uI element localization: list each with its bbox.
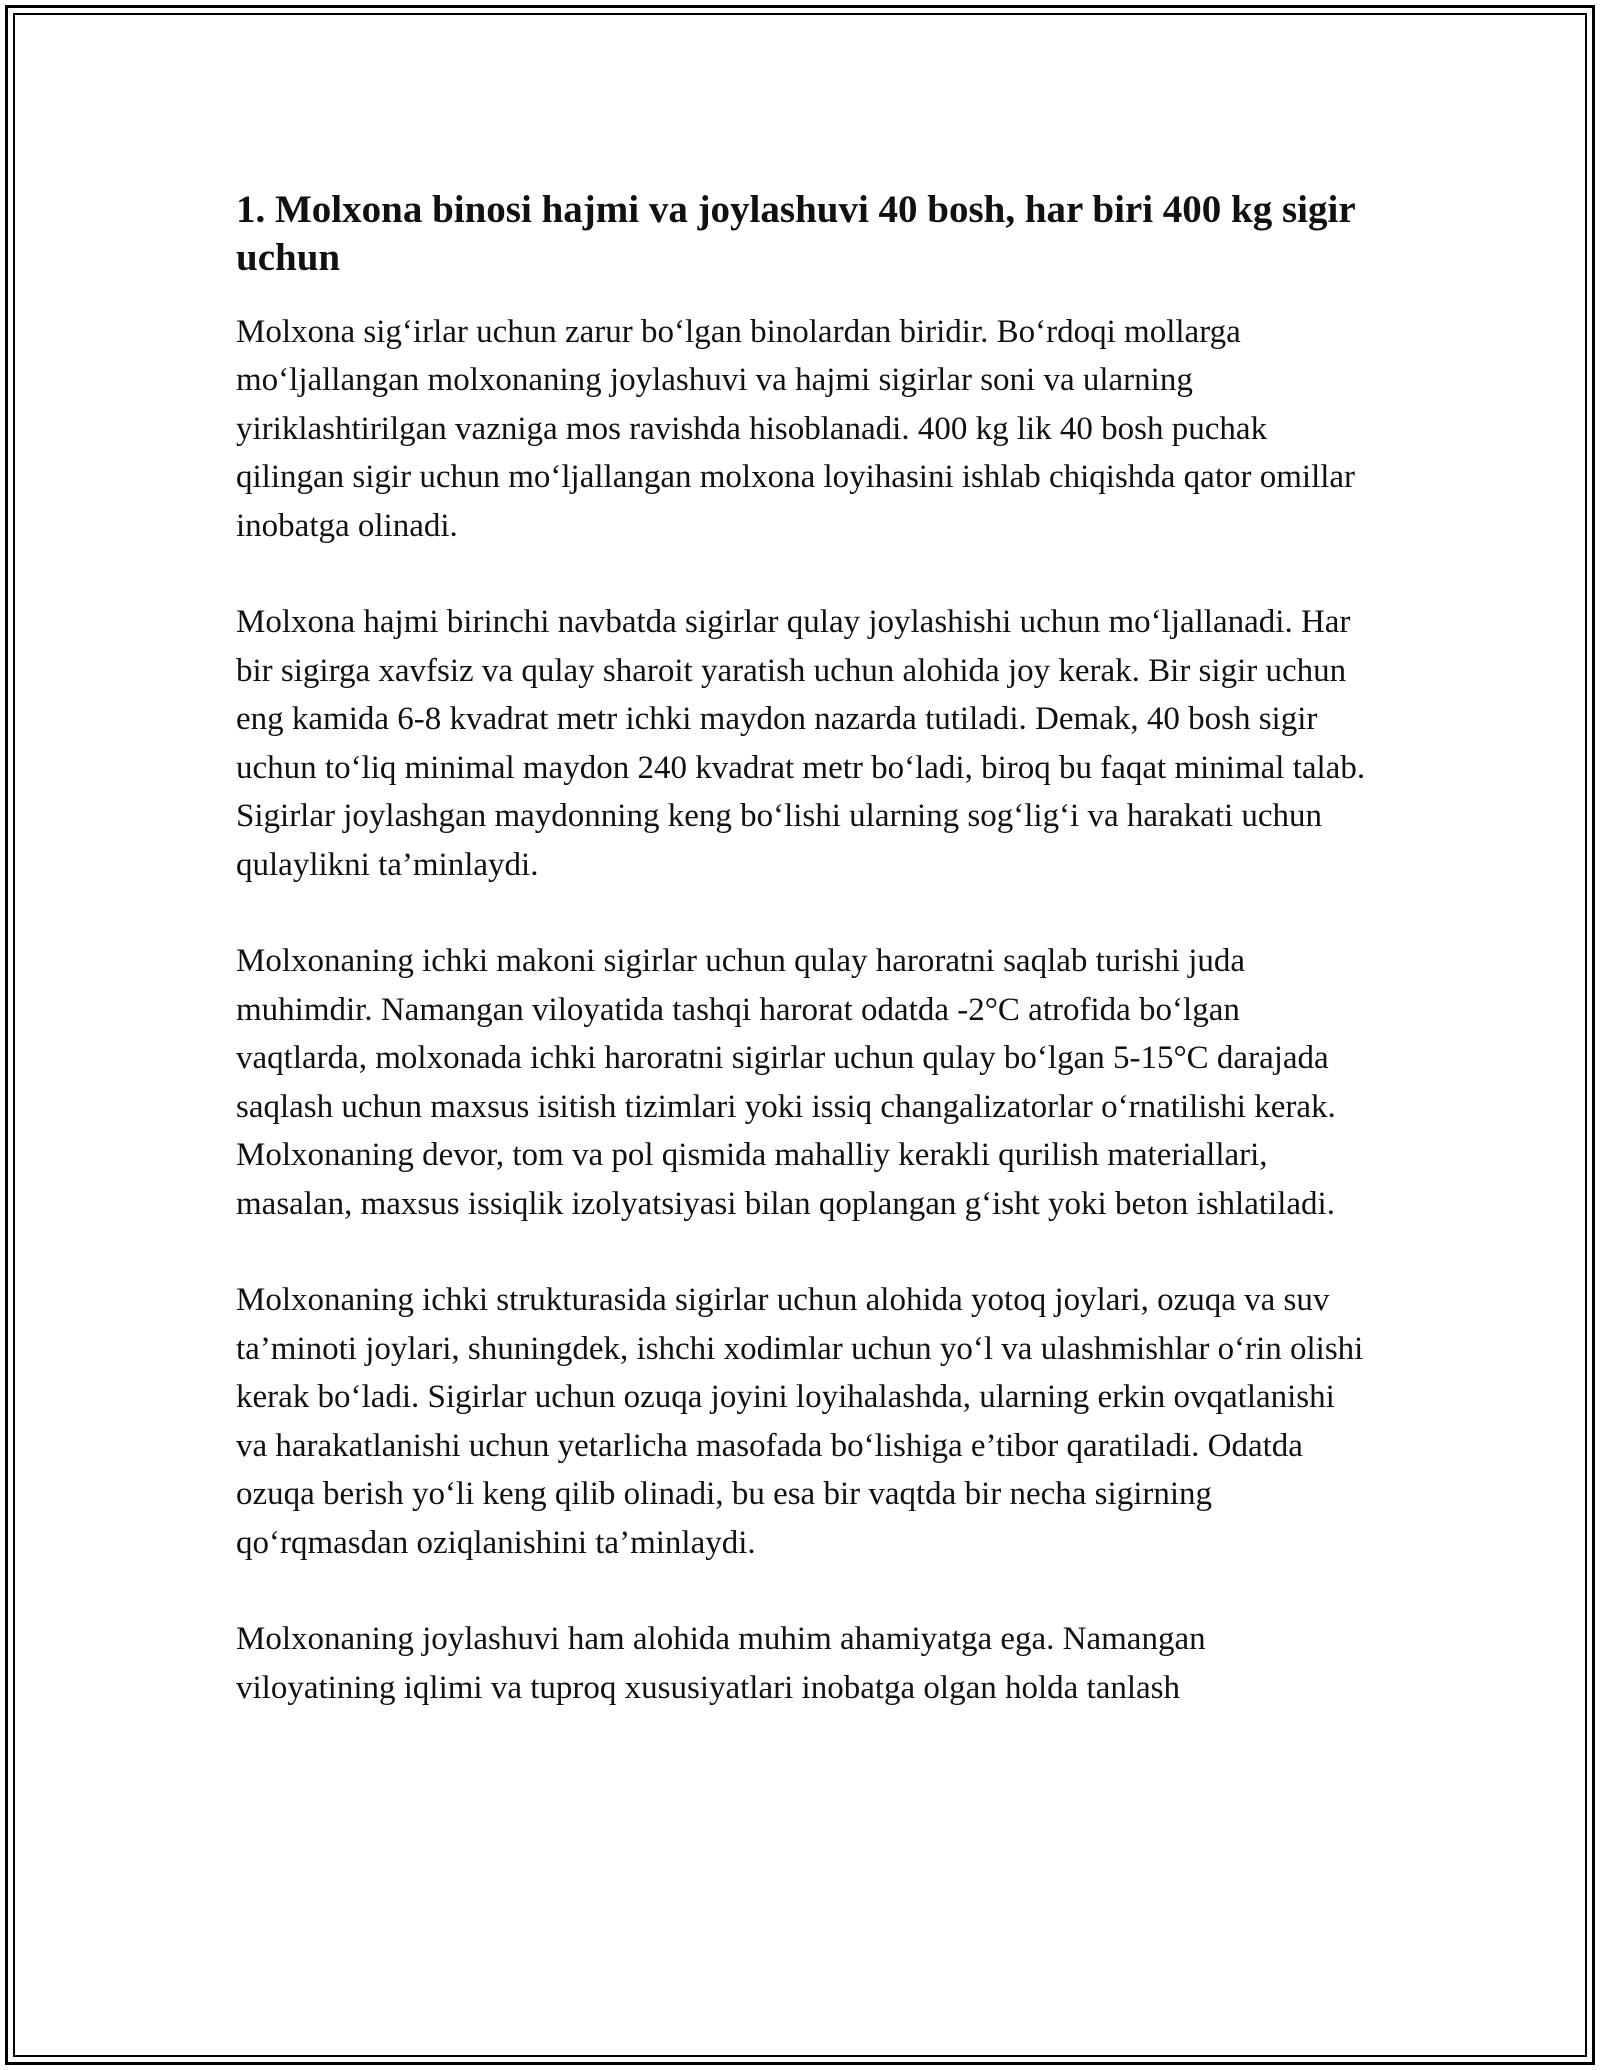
paragraph-1: Molxona sig‘irlar uchun zarur bo‘lgan binolardan biridir. Bo‘rdoqi mollarga mo‘ljallangan molxonaning joylashuvi va hajmi sigirlar soni va ularning yiriklashtirilgan vazniga mos ravishda hisoblanadi. 400 kg lik 40 bosh puchak qilingan sigir uchun mo‘ljallangan molxona loyihasini ishlab chiqishda qator omillar inobatga olinadi. [236,313,1356,544]
paragraph-2: Molxona hajmi birinchi navbatda sigirlar qulay joylashishi uchun mo‘ljallanadi. Har bir sigirga xavfsiz va qulay sharoit yaratish uchun alohida joy kerak. Bir sigir uchun eng kamida 6-8 kvadrat metr ichki maydon nazarda tutiladi. Demak, 40 bosh sigir uchun to‘liq minimal maydon 240 kvadrat metr bo‘ladi, biroq bu faqat minimal talab. Sigirlar joylashgan maydonning keng bo‘lishi ularning sog‘lig‘i va harakati uchun qulaylikni ta’minlaydi. [236,604,1366,883]
paragraph-4: Molxonaning ichki strukturasida sigirlar uchun alohida yotoq joylari, ozuqa va suv ta’minoti joylari, shuningdek, ishchi xodimlar uchun yo‘l va ulashmishlar o‘rin olishi kerak bo‘ladi. Sigirlar uchun ozuqa joyini loyihalashda, ularning erkin ovqatlanishi va harakatlanishi uchun yetarlicha masofada bo‘lishiga e’tibor qaratiladi. Odatda ozuqa berish yo‘li keng qilib olinadi, bu esa bir vaqtda bir necha sigirning qo‘rqmasdan oziqlanishini ta’minlaydi. [236,1282,1364,1561]
document-body [236,186,1366,1760]
paragraph-3: Molxonaning ichki makoni sigirlar uchun qulay haroratni saqlab turishi juda muhimdir. Namangan viloyatida tashqi harorat odatda -2°C atrofida bo‘lgan vaqtlarda, molxonada ichki haroratni sigirlar uchun qulay bo‘lgan 5-15°C darajada saqlash uchun maxsus isitish tizimlari yoki issiq changalizatorlar o‘rnatilishi kerak. Molxonaning devor, tom va pol qismida mahalliy kerakli qurilish materiallari, masalan, maxsus issiqlik izolyatsiyasi bilan qoplangan g‘isht yoki beton ishlatiladi. [236,943,1336,1222]
section-heading: 1. Molxona binosi hajmi va joylashuvi 40 bosh, har biri 400 kg sigir uchun [236,188,1355,279]
paragraph-5: Molxonaning joylashuvi ham alohida muhim ahamiyatga ega. Namangan viloyatining iqlimi va tuproq xususiyatlari inobatga olgan holda tanlash [236,1621,1206,1706]
